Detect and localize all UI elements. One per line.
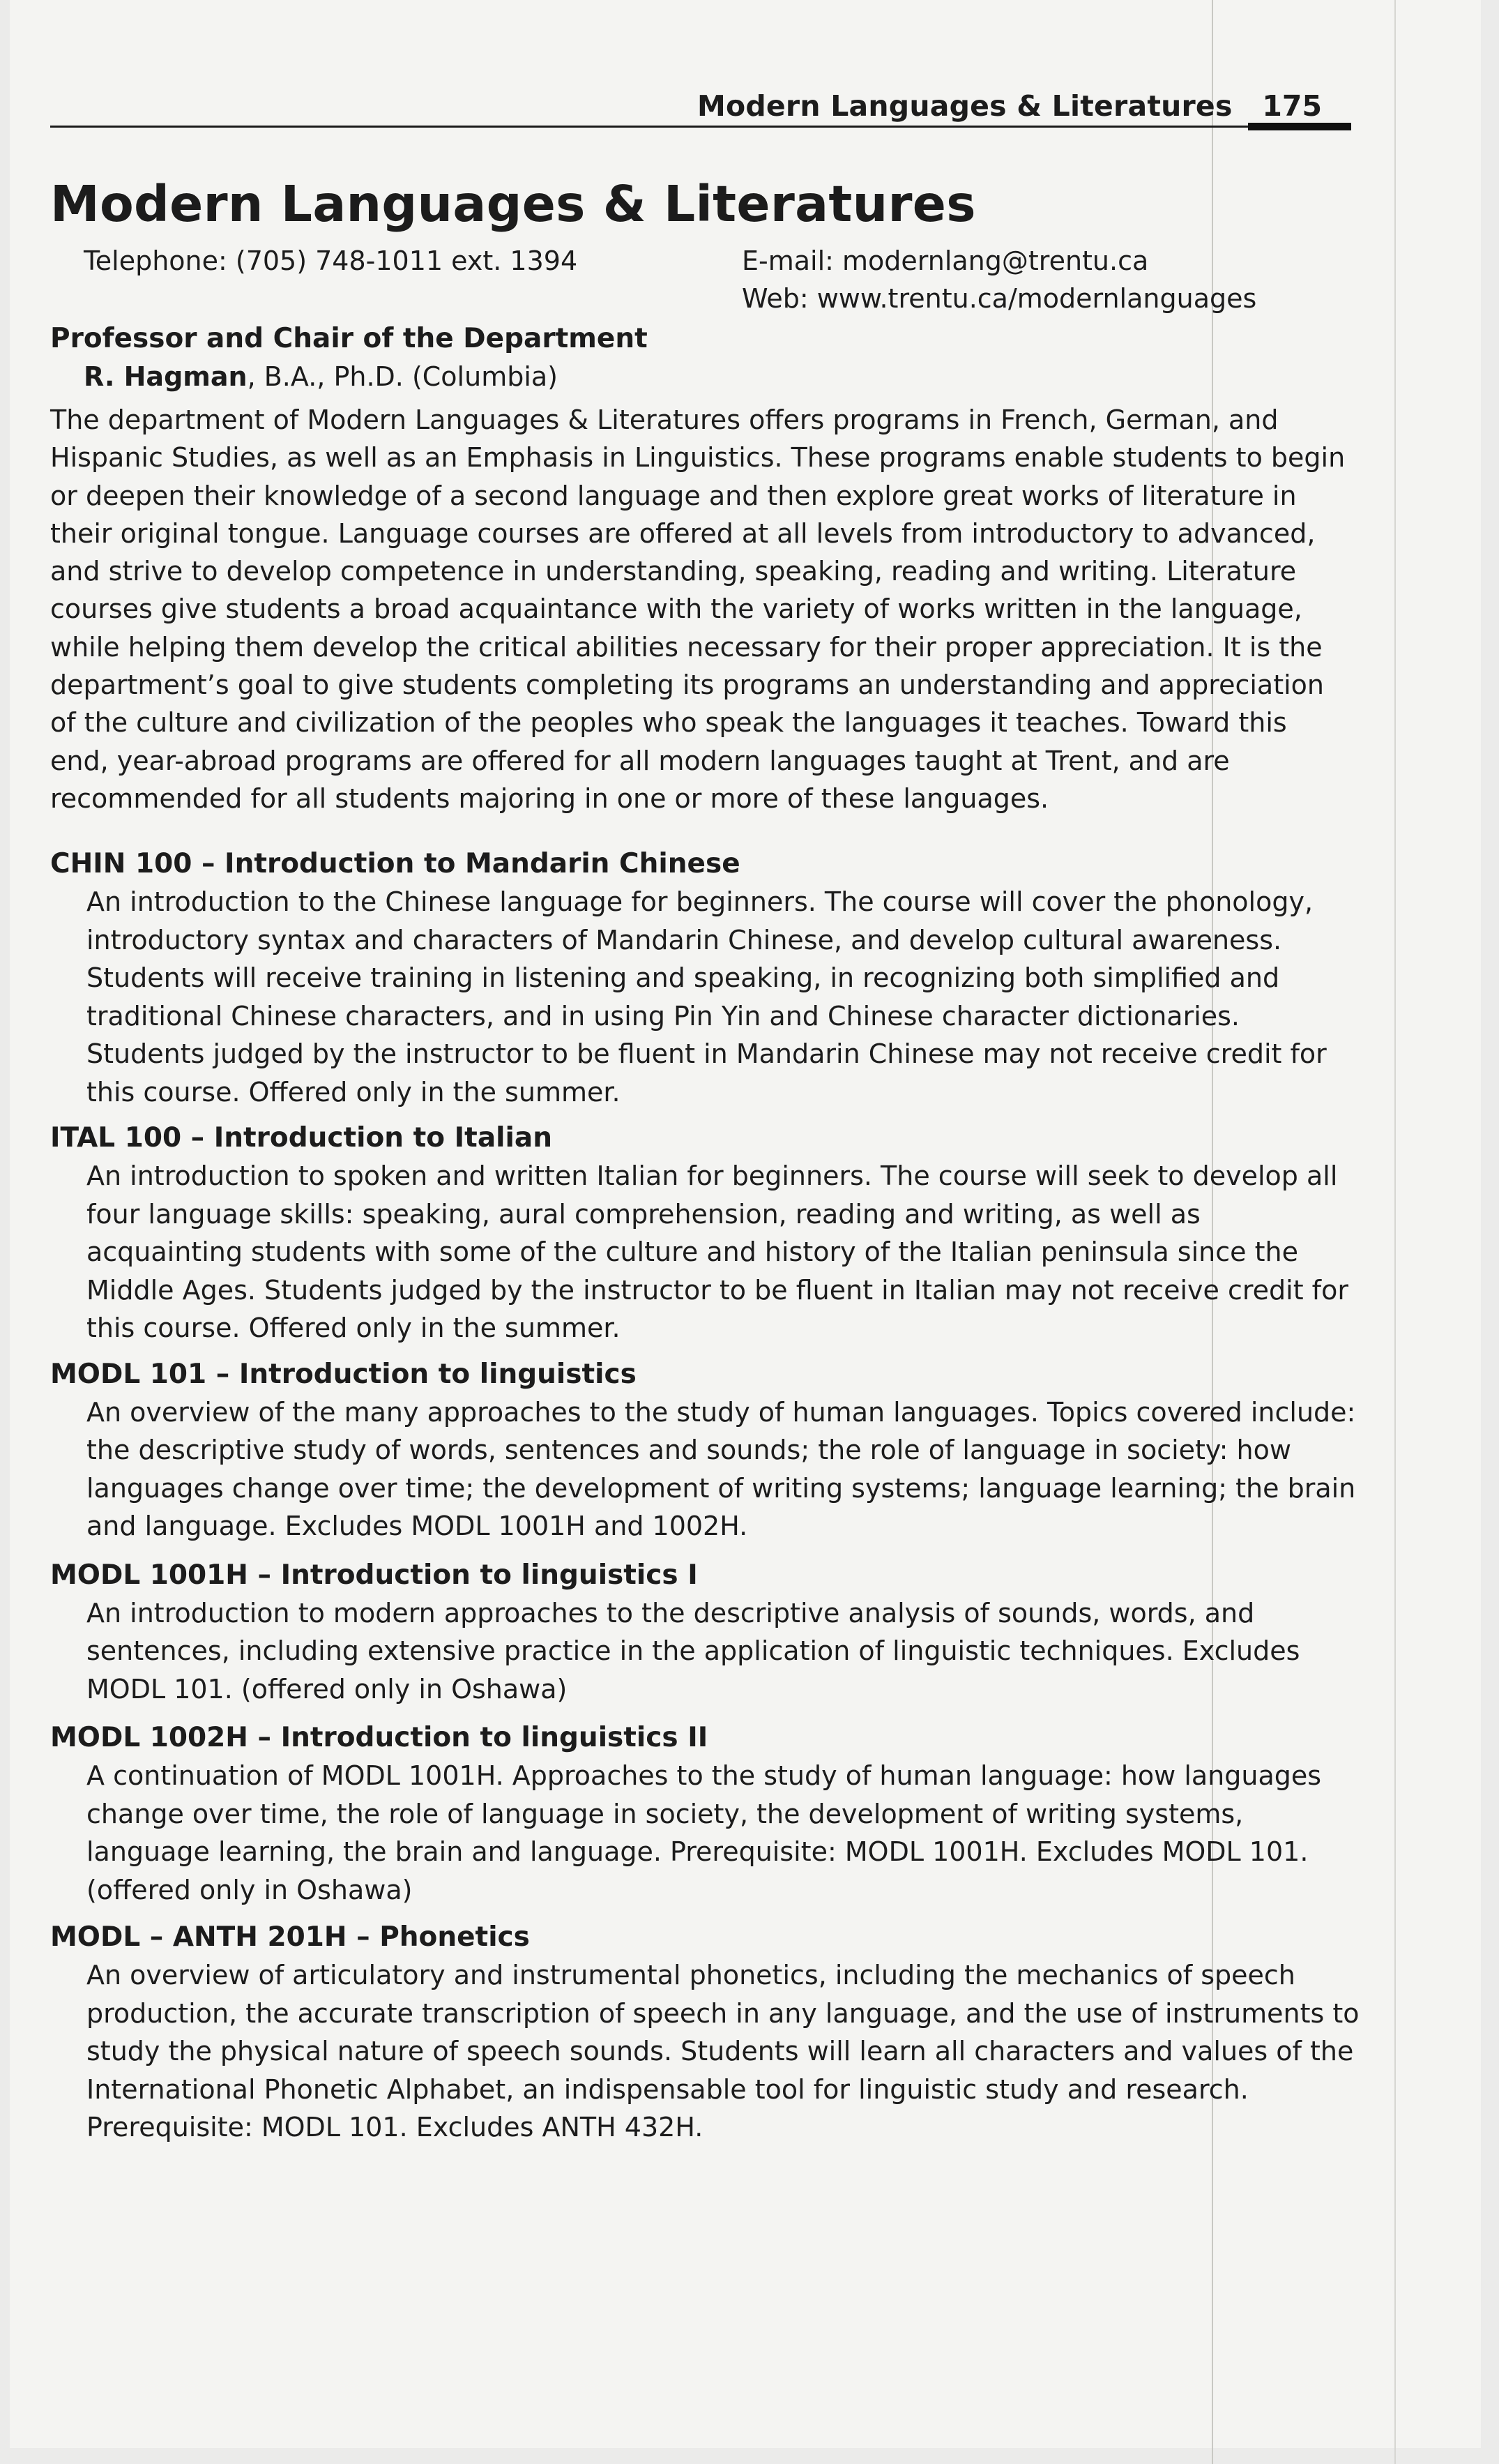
course-description: An overview of articulatory and instrumental phonetics, including the mechanics of speech production, the accurate transcription of speech in any language, and the use of instruments to study the physical nature of speech sounds. Students will learn all characters and values of the International Phonetic Alphabet, an indispensable tool for linguistic study and research. Prerequisite: MODL 101. Excludes ANTH 432H.	[86, 1960, 1360, 2143]
page-number: 175	[1262, 89, 1322, 123]
course-entry	[50, 1119, 1361, 1347]
course-description: An introduction to the Chinese language for beginners. The course will cover the phonology, introductory syntax and characters of Mandarin Chinese, and develop cultural awareness. Students will receive training in listening and speaking, in recognizing both simplified and traditional Chinese characters, and in using Pin Yin and Chinese character dictionaries. Students judged by the instructor to be fluent in Mandarin Chinese may not receive credit for this course. Offered only in the summer.	[86, 886, 1327, 1108]
course-description: A continuation of MODL 1001H. Approaches to the study of human language: how languages change over time, the role of language in society, the development of writing systems, language learning, the brain and language. Prerequisite: MODL 1001H. Excludes MODL 101. (offered only in Oshawa)	[86, 1760, 1322, 1905]
course-description: An introduction to modern approaches to the descriptive analysis of sounds, words, and sentences, including extensive practice in the application of linguistic techniques. Excludes MODL 101. (offered only in Oshawa)	[86, 1597, 1300, 1705]
course-description: An introduction to spoken and written Italian for beginners. The course will seek to develop all four language skills: speaking, aural comprehension, reading and writing, as well as acquainting students with some of the culture and history of the Italian peninsula since the Middle Ages. Students judged by the instructor to be fluent in Italian may not receive credit for this course. Offered only in the summer.	[86, 1161, 1348, 1344]
course-entry	[50, 1557, 1361, 1709]
chair-line	[50, 358, 1361, 395]
course-title: ITAL 100 – Introduction to Italian	[50, 1122, 552, 1154]
contact-block	[50, 242, 1361, 320]
running-head-title: Modern Languages & Literatures	[697, 89, 1233, 123]
header-rule-accent	[1248, 123, 1351, 130]
department-intro: The department of Modern Languages & Literatures offers programs in French, German, and Hispanic Studies, as well as an Emphasis in Linguistics. These programs enable students to begin or deepen their knowledge of a second language and then explore great works of literature in their original tongue. Language courses are offered at all levels from introductory to advanced, and strive to develop competence in understanding, speaking, reading and writing. Literature courses give students a broad acquaintance with the variety of works written in the language, while helping them develop the critical abilities necessary for their proper appreciation. It is the department’s goal to give students completing its programs an understanding and appreciation of the culture and civilization of the peoples who speak the languages it teaches. Toward this end, year-abroad programs are offered for all modern languages taught at Trent, and are recommended for all students majoring in one or more of these languages.	[50, 405, 1346, 814]
running-head	[697, 89, 1325, 131]
course-description: An overview of the many approaches to the study of human languages. Topics covered include: the descriptive study of words, sentences and sounds; the role of language in society: how languages change over time; the development of writing systems; language learning; the brain and language. Excludes MODL 1001H and 1002H.	[86, 1396, 1356, 1542]
telephone-text: Telephone: (705) 748-1011 ext. 1394	[84, 245, 578, 276]
department-title: Modern Languages & Literatures	[50, 175, 976, 233]
chair-credentials: , B.A., Ph.D. (Columbia)	[247, 361, 558, 392]
course-title: CHIN 100 – Introduction to Mandarin Chinese	[50, 848, 740, 880]
course-title: MODL 1001H – Introduction to linguistics I	[50, 1559, 698, 1591]
web-text: Web: www.trentu.ca/modernlanguages	[742, 283, 1257, 314]
header-rule	[50, 126, 1256, 128]
email-text: E-mail: modernlang@trentu.ca	[742, 245, 1149, 276]
chair-heading: Professor and Chair of the Department	[50, 323, 648, 354]
course-entry	[50, 1919, 1361, 2147]
page-content	[50, 171, 1361, 2147]
course-entry	[50, 1356, 1361, 1545]
chair-name: R. Hagman	[84, 361, 248, 392]
course-entry	[50, 845, 1361, 1111]
course-title: MODL 1002H – Introduction to linguistics II	[50, 1722, 708, 1754]
course-title: MODL – ANTH 201H – Phonetics	[50, 1921, 530, 1953]
binding-edge-rule	[1394, 0, 1396, 2464]
course-title: MODL 101 – Introduction to linguistics	[50, 1358, 637, 1390]
course-entry	[50, 1719, 1361, 1909]
